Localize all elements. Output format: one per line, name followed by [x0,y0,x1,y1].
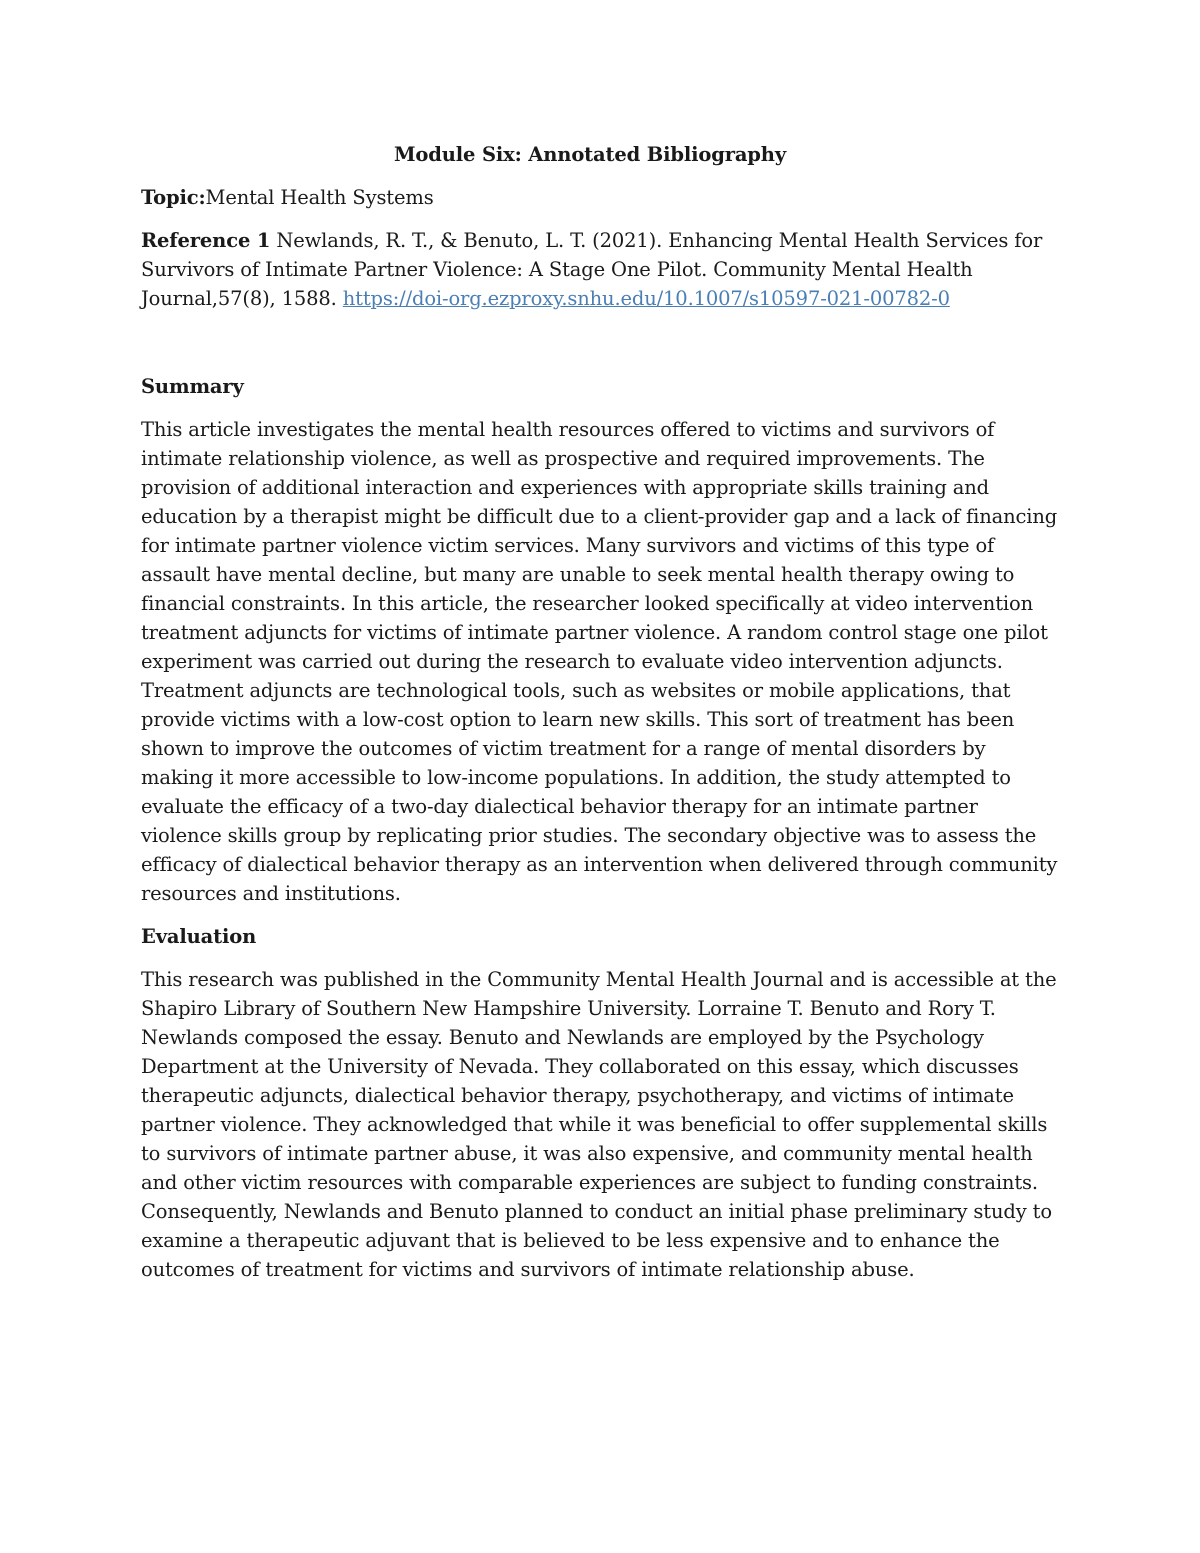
evaluation-heading: Evaluation [141,925,257,948]
evaluation-paragraph: This research was published in the Community Mental Health Journal and is accessible at the Shapiro Library of Southern New Hampshire University. Lorraine T. Benuto and Rory T. Newlands composed the essay. Benuto and Newlands are employed by the Psychology Department at the University of Nevada. They collaborated on this essay, which discusses therapeutic adjuncts, dialectical behavior therapy, psychotherapy, and victims of intimate partner violence. They acknowledged that while it was beneficial to offer supplemental skills to survivors of intimate partner abuse, it was also expensive, and community mental health and other victim resources with comparable experiences are subject to funding constraints. Consequently, Newlands and Benuto planned to conduct an initial phase preliminary study to examine a therapeutic adjuvant that is believed to be less expensive and to enhance the outcomes of treatment for victims and survivors of intimate relationship abuse. [141,968,1057,1281]
document-title: Module Six: Annotated Bibliography [393,143,786,166]
reference-citation: Newlands, R. T., & Benuto, L. T. (2021). Enhancing Mental Health Services for Survivors of Intimate Partner Violence: A Stage One Pilot. Community Mental Health Journal,57(8), 1588. [141,229,1043,310]
reference-doi-link[interactable]: https://doi-org.ezproxy.snhu.edu/10.1007/s10597-021-00782-0 [342,287,950,310]
reference-label: Reference 1 [141,229,271,252]
topic-line [141,183,1061,212]
topic-label: Topic: [141,186,206,209]
summary-paragraph: This article investigates the mental health resources offered to victims and survivors of intimate relationship violence, as well as prospective and required improvements. The provision of additional interaction and experiences with appropriate skills training and education by a therapist might be difficult due to a client-provider gap and a lack of financing for intimate partner violence victim services. Many survivors and victims of this type of assault have mental decline, but many are unable to seek mental health therapy owing to financial constraints. In this article, the researcher looked specifically at video intervention treatment adjuncts for victims of intimate partner violence. A random control stage one pilot experiment was carried out during the research to evaluate video intervention adjuncts. Treatment adjuncts are technological tools, such as websites or mobile applications, that provide victims with a low-cost option to learn new skills. This sort of treatment has been shown to improve the outcomes of victim treatment for a range of mental disorders by making it more accessible to low-income populations. In addition, the study attempted to evaluate the efficacy of a two-day dialectical behavior therapy for an intimate partner violence skills group by replicating prior studies. The secondary objective was to assess the efficacy of dialectical behavior therapy as an intervention when delivered through community resources and institutions. [141,418,1058,905]
topic-value: Mental Health Systems [205,186,434,209]
reference-entry [141,226,1061,313]
summary-heading: Summary [141,375,244,398]
document-body [141,140,1061,1298]
